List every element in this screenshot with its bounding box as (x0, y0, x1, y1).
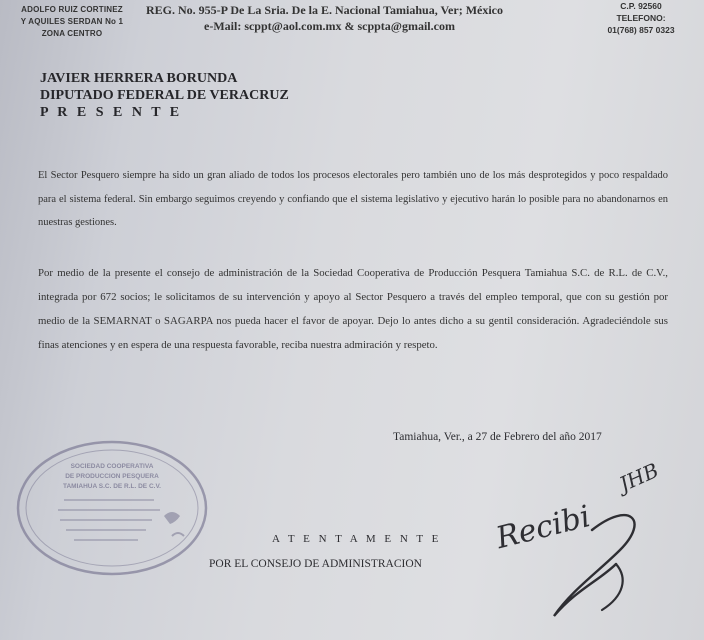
postal-code: C.P. 92560 (620, 1, 662, 11)
stamp-line-2: DE PRODUCCION PESQUERA (65, 473, 159, 480)
email-text: e-Mail: scppt@aol.com.mx & scppta@gmail.com (204, 19, 455, 33)
signatory-line: POR EL CONSEJO DE ADMINISTRACION (209, 558, 422, 570)
letterhead-registration (146, 2, 576, 34)
registration-text: REG. No. 955-P De La Sria. De la E. Nacional Tamiahua, Ver; México (146, 3, 503, 17)
body-paragraph-1: El Sector Pesquero siempre ha sido un gran aliado de todos los procesos electorales pero también uno de los más desprotegidos y poco respaldado para el sistema federal. Sin embargo seguimos creyendo y confiando que el sistema legislativo y ejecutivo harán lo posible para no abandonarnos en nuestras gestiones. (38, 170, 668, 228)
address-line-2: Y AQUILES SERDAN No 1 (20, 17, 124, 26)
atentamente-line: A T E N T A M E N T E (272, 533, 442, 545)
stamp-line-3: TAMIAHUA S.C. DE R.L. DE C.V. (63, 483, 161, 490)
handwritten-signature-icon (480, 440, 704, 640)
stamp-line-1: SOCIEDAD COOPERATIVA (70, 463, 154, 470)
recipient-title: DIPUTADO FEDERAL DE VERACRUZ (40, 88, 289, 103)
recipient-block (40, 70, 289, 121)
presente-line: P R E S E N T E (40, 105, 183, 120)
body-paragraph-2: Por medio de la presente el consejo de administración de la Sociedad Cooperativa de Producción Pesquera Tamiahua S.C. de R.L. de C.V., integrada por 672 socios; le solicitamos de su intervención y apoyo al Sector Pesquero a través del empleo temporal, que con su gestión por medio de la SEMARNAT o SAGARPA nos pueda hacer el favor de apoyar. Dejo lo antes dicho a su gentil consideración. Agradeciéndole sus finas atenciones y en espera de una respuesta favorable, reciba nuestra admiración y respeto. (38, 267, 668, 351)
letterhead-contact (582, 0, 700, 36)
address-line-1: ADOLFO RUIZ CORTINEZ (21, 5, 123, 14)
received-handwriting: Recibi (492, 499, 594, 557)
recipient-name: JAVIER HERRERA BORUNDA (40, 71, 238, 86)
address-line-3: ZONA CENTRO (41, 29, 103, 38)
phone-number: 01(768) 857 0323 (607, 25, 675, 35)
letterhead-address (4, 4, 140, 40)
phone-label: TELEFONO: (616, 13, 666, 23)
initials-handwriting: JHB (615, 458, 663, 497)
date-line: Tamiahua, Ver., a 27 de Febrero del año 2017 (393, 431, 602, 443)
cooperative-stamp-icon (14, 438, 210, 578)
